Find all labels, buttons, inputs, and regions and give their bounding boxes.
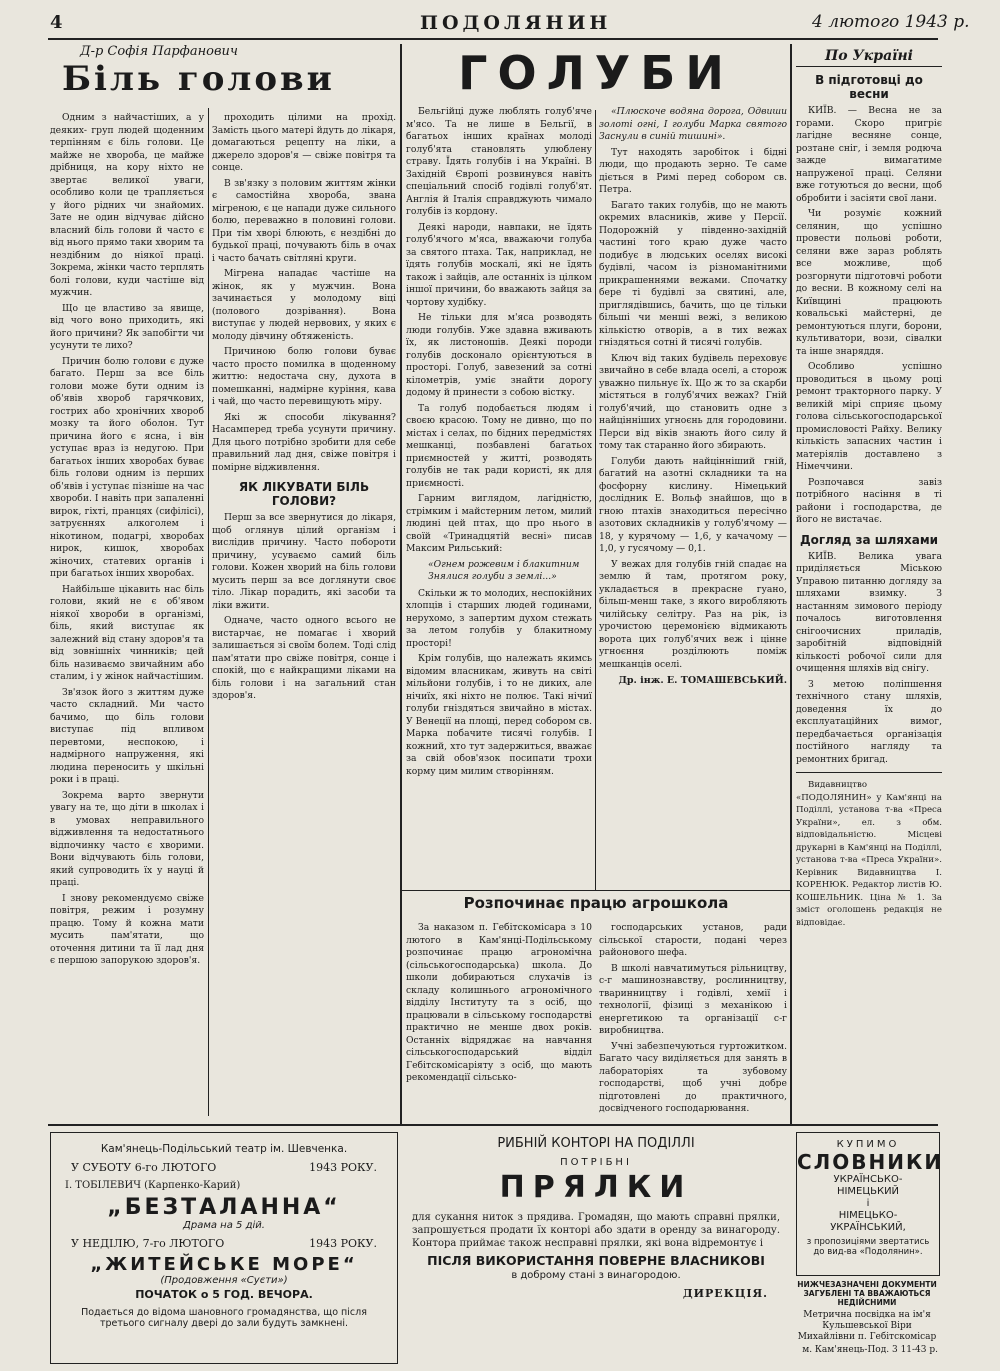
article-pigeons-col2 — [599, 106, 787, 888]
paragraph: Зокрема варто звернути увагу на те, що діти в школах і в умовах неправильного відживлення та недостатнього відпочинку часто є хворими. Вони відчувають біль голови, який супроводить їх у науці й праці. — [50, 789, 204, 888]
paragraph: Причиною болю голови буває часто просто помилка в щоденному життю: недостача сну, духота в помешканні, надмірне куріння, кава і чай, що часто перевищують міру. — [212, 346, 396, 407]
ad-line: УКРАЇНСЬКИЙ, — [830, 1222, 906, 1233]
paragraph: Причин болю голови є дуже багато. Перш за все біль голови може бути одним із об'явів хвороб гарячкових, гострих або хронічних хвороб мозку та його оболон. Тут причина його є ясна, і він уступає враз із недугою. При багатьох інших хворобах буває біль голови одним із перших об'явів і уступає пізніше на час хвороби. І навіть при запаленні вирок, гіхті, пранцях (сифілісі), затруєннях алкоголем і нікотином, подагрі, хворобах нирок, кишок, хворобах жіночих, статевих органів і при багатьох інших хворобах. — [50, 355, 204, 579]
paragraph: Бельгійці дуже люблять голуб'яче м'ясо. Та не лише в Бельгії, в багатьох інших країнах молоді голуб'ята становлять улюблену страву. Їдять голубів і на Україні. В Західній Європі розвинувся навіть спеціальний спосіб годівлі голуб'ят. Англія й Італія справджують чимало голубів із кордону. — [406, 106, 592, 217]
ad-date: У СУБОТУ 6-го ЛЮТОГО — [71, 1161, 217, 1174]
paragraph: проходить цілими на прохід. Замість цього матері йдуть до лікаря, домагаються рецепту на ліки, а джерело здоров'я — свіже повітря та сонце. — [212, 112, 396, 173]
paragraph: Деякі народи, навпаки, не їдять голуб'ячого м'яса, вважаючи голуба за святого птаха. Так, наприклад, не їдять голубів москалі, які не їдять також і зайців, але останніх із цілком іншої причини, бо вважають зайця за чортову худібку. — [406, 221, 592, 308]
paragraph: Розпочався завіз потрібного насіння в ті райони і господарства, де його не вистачає. — [796, 476, 942, 525]
ad-author: І. ТОБІЛЕВИЧ (Карпенко-Карий) — [65, 1180, 241, 1191]
ad-line: з пропозиціями звертатись до вид-ва «Подолянин». — [806, 1237, 930, 1257]
notice-place: м. Кам'янець-Под. 3 11-43 р. — [802, 1345, 938, 1355]
article-agroschool-col2 — [599, 922, 787, 1120]
section-rule — [402, 890, 790, 891]
ad-year: 1943 РОКУ. — [309, 1237, 377, 1250]
ad-year: 1943 РОКУ. — [309, 1161, 377, 1174]
paragraph: У вежах для голубів гній спадає на землю й там, протягом року, укладається в прекрасне гуано, більш-менш таке, з якого виробляють чилійську селітру. Раз на рік, із урочистою церемонією відмикають ворота цих голуб'ячих веж і цінне угноєння розділюють поміж мешканців оселі. — [599, 558, 787, 670]
ad-play-title: „БЕЗТАЛАННА“ — [107, 1195, 341, 1220]
ad-line: Кам'янець-Подільський театр ім. Шевченка. — [100, 1143, 348, 1155]
ad-date-row — [71, 1161, 377, 1174]
ad-line: і — [866, 1198, 870, 1209]
paragraph: КИЇВ. — Весна не за горами. Скоро пригріє лагідне весняне сонце, розтане сніг, і земля родюча зажде вимагатиме напруженої праці. Селяни вже готуються до весни, щоб обробити і засіяти свої лани. — [796, 105, 942, 204]
column-rule — [595, 110, 596, 890]
ad-line: РИБНІЙ КОНТОРІ НА ПОДІЛЛІ — [497, 1136, 695, 1151]
paragraph: Багато таких голубів, що не мають окремих власників, живе у Персії. Подорожній у південно-західній частині того краю дуже часто подибує в людських оселях високі будівлі, часом із різноманітними прикрашеннями вежами. Спочатку бере ті будівлі за святині, але, приглядівшись, бачить, що це тільки більші чи менші вежі, з великою кількістю отворів, а в тих вежах гніздяться сотні й тисячі голубів. — [599, 199, 787, 348]
paragraph: господарських установ, ради сільської старости, подані через районового шефа. — [599, 922, 787, 958]
ad-line: НІМЕЦЬКО- — [838, 1210, 898, 1221]
paragraph: З метою поліпшення технічного стану шляхів, доведення їх до експлуатаційних вимог, передбачається організація постійного нагляду та ремонтних бригад. — [796, 678, 942, 765]
ad-body: для сукання ниток з прядива. Громадян, що мають справні прялки, запрошується продати їх конторі або здати в оренду за винагороду. Контора приймає також несправні прялки, які вона відремонтує і — [412, 1212, 780, 1249]
paragraph: Найбільше цікавить нас біль голови, який не є об'явом ніякої хвороби в організмі, біль, який виступає як залежний від стану здоров'я та від зовнішніх чинників; цей біль називаємо звичайним або сталим, і у жінок найчастішим. — [50, 583, 204, 682]
paragraph: Тут находять заробіток і бідні люди, що продають зерно. Те саме діється в Римі перед собором св. Петра. — [599, 146, 787, 195]
column-rule — [400, 44, 402, 1124]
article-headache-col2 — [212, 112, 396, 1120]
poem-line: «Огнем рожевим і блакитним — [428, 558, 580, 570]
newspaper-title: ПОДОЛЯНИН — [420, 12, 612, 34]
paragraph: Зв'язок його з життям дуже часто складний. Ми часто бачимо, що біль голови виступає під впливом перевтоми, неспокою, і надмірного напруження, які людина переносить у шкільні роки і в праці. — [50, 686, 204, 785]
ad-line: ПОТРІБНІ — [560, 1157, 632, 1168]
news-headline: Догляд за шляхами — [799, 532, 939, 547]
ad-spinning-wheels — [404, 1132, 788, 1362]
news-headline: В підготовці до весни — [815, 73, 923, 101]
paragraph: Крім голубів, що належать якимсь відомим власникам, живуть на світі мільйони голубів, і то не диких, але нічиїх, які ніхто не полює. Такі нічиї голуби гніздяться звичайно в містах. У Венеції на площі, перед собором св. Марка побачите тисячі голубів. І кожний, хто тут задержиться, вважає за свій обов'язок посипати трохи корму цим милим створінням. — [406, 653, 592, 777]
ad-signature: ДИРЕКЦІЯ. — [682, 1287, 768, 1300]
ad-start-time: ПОЧАТОК о 5 ГОД. ВЕЧОРА. — [135, 1288, 313, 1301]
article-headache-col1 — [50, 112, 204, 1120]
paragraph: Та голуб подобається людям і своєю красою. Тому не дивно, що по містах і селах, по бідних передмістях мешканці, позбавлені багатьох приємностей у житті, розводять голубів не так ради користі, як для приємності. — [406, 402, 592, 489]
article-author: Д-р Софія Парфанович — [80, 44, 239, 59]
section-title: По Україні — [825, 48, 913, 64]
paragraph: Чи розуміє кожний селянин, що успішно провести польові роботи, селяни вже зараз роблять все можливе, щоб розгорнути підготовчі роботи до весни. В кожному селі на Київщині працюють ковальські майстерні, де ремонтуються плуги, борони, культиватори, вози, сівалки та інше знаряддя. — [796, 208, 942, 357]
ad-genre: (Продовження «Суєти») — [160, 1275, 288, 1286]
ad-headline: СЛОВНИКИ — [797, 1150, 944, 1174]
paragraph: Мігрена нападає частіше на жінок, як у мужчин. Вона зачинається у молодому віці (полового дозрівання). Вона виступає у людей нервових, у яких є молоду дівчину обтяженість. — [212, 268, 396, 342]
notice-lost-documents — [796, 1280, 938, 1364]
paragraph: Гарним виглядом, лагідністю, стрімким і майстерним летом, милий людині цей птах, що про нього в своїй «Тринадцятій весні» писав Максим Рильський: — [406, 493, 592, 554]
imprint: Видавництво «ПОДОЛЯНИН» у Кам'янці на Поділлі, установа т-ва «Преса України», ел. з обм. відповідальністю. Місцеві друкарні в Кам'янці на Поділлі, установа т-ва «Преса України». Керівник Видавництва І. КОРЕНЮК. Редактор листів Ю. КОШЕЛЬНИК. Ціна № 1. За зміст оголошень редакція не відповідає. — [796, 780, 942, 928]
page-number: 4 — [50, 12, 63, 33]
ad-strong: ПІСЛЯ ВИКОРИСТАННЯ ПОВЕРНЕ ВЛАСНИКОВІ — [427, 1253, 765, 1268]
column-rule — [790, 44, 792, 1124]
paragraph: Учні забезпечуються гуртожитком. Багато часу виділяється для занять в лабораторіях та зубовому господарстві, щоб учні добре підготовлені до практичного, досвідченого господарювання. — [599, 1040, 787, 1114]
ad-tail: в доброму стані з винагородою. — [511, 1270, 681, 1281]
paragraph: Що це властиво за явище, від чого воно приходить, які його причини? Як запобігти чи усунути те лихо? — [50, 302, 204, 351]
article-agroschool-col1 — [406, 922, 592, 1120]
ad-play-title: „ЖИТЕЙСЬКЕ МОРЕ“ — [90, 1254, 358, 1275]
poem — [428, 559, 592, 584]
ad-headline: ПРЯЛКИ — [499, 1170, 693, 1205]
paragraph: Скільки ж то молодих, неспокійних хлопців і старших людей годинами, нерухомо, з запертим духом стежать за летом голубів у блакитному просторі! — [406, 587, 592, 649]
article-pigeons-col1 — [406, 106, 592, 888]
paragraph: «Плюскоче водяна дорога, Одвиши золоті огні, І голуби Марка святого Заснули в синій тишині». — [599, 106, 787, 142]
paragraph: За наказом п. Гебітскомісара з 10 лютого в Кам'янці-Подільському розпочинає працю агрономічна (сільськогосподарська) школа. До школи добираються слухачів із складу колишнього агрономічного відділу Інституту та з осіб, що працювали в сільському господарстві практично не менше двох років. Останніх відряджає на навчання сільськогосподарський відділ Гебітскомісаріяту з осіб, що мають рекомендації сільсько- — [406, 922, 592, 1083]
ad-note: Подається до відома шановного громадянства, що після третього сигналу двері до зали будуть замкнені. — [81, 1307, 367, 1329]
paragraph: Особливо успішно проводиться в цьому році ремонт тракторного парку. У великій мірі сприяє цьому голова сільськогосподарської промисловості Райху. Велику кількість запасних частин і матеріялів доставлено з Німеччини. — [796, 361, 942, 472]
paragraph: Перш за все звернутися до лікаря, щоб оглянув цілий організм і вислідив причину. Часто побороти причину, усуваємо самий біль голови. Кожен хворий на біль голови мусить перш за все доглянути своє тіло. Лікар порадить, які засоби та ліки вжити. — [212, 512, 396, 611]
paragraph: Які ж способи лікування? Насамперед треба усунути причину. Для цього потрібно зробити для себе правильний лад дня, свіже повітря і помірне відживлення. — [212, 411, 396, 473]
article-pigeons-heading — [404, 44, 788, 104]
paragraph: Одначе, часто одного всього не вистарчає, не помагає і хворий залишається зі своїм болем. Тоді слід пам'ятати про свіже повітря, сонце і спокій, що є найкращими ліками на біль голови і на загальний стан здоров'я. — [212, 615, 396, 701]
issue-date: 4 лютого 1943 р. — [812, 12, 970, 32]
paragraph: Не тільки для м'яса розводять люди голубів. Уже здавна вживають їх, як листоношів. Деякі породи голубів досконало орієнтуються в просторі. Голуб, завезений за сотні кілометрів, уміє знайти дорогу додому й принести з собою вістку. — [406, 312, 592, 398]
ad-line: УКРАЇНСЬКО- — [833, 1174, 903, 1185]
ad-dictionaries — [796, 1132, 944, 1276]
ad-date-row — [71, 1237, 377, 1250]
article-title: Розпочинає працю агрошкола — [463, 894, 729, 912]
ad-theatre — [50, 1132, 398, 1364]
divider — [796, 772, 942, 773]
article-title: ГОЛУБИ — [458, 46, 734, 100]
paragraph: Ключ від таких будівель переховує звичайно в себе влада оселі, а сторож уважно пильнує їх. Що ж то за скарби містяться в голуб'ячих вежах? Гній голуб'ячий, що становить одне з найцінніших угноєнь для городовини. Перси від віків знають його силу й тому так старанно його збирають. — [599, 352, 787, 451]
news-ukraine-column — [796, 44, 942, 1120]
divider — [796, 66, 942, 67]
ad-line: КУПИМО — [836, 1139, 900, 1150]
notice-heading: НИЖЧЕЗАЗНАЧЕНІ ДОКУМЕНТИ ЗАГУБЛЕНІ ТА ВВАЖАЮТЬСЯ НЕДІЙСНИМИ — [797, 1280, 937, 1307]
column-rule — [208, 108, 209, 1116]
paragraph: В школі навчатимуться рільництву, с-г машинознавству, рослинництву, тваринництву і годівлі, хемії і технології, фізиці з механікою і енергетикою та організації с-г виробництва. — [599, 962, 787, 1036]
ads-rule — [48, 1124, 938, 1126]
article-agroschool-heading — [404, 894, 788, 924]
article-headache-heading — [50, 44, 400, 110]
ad-genre: Драма на 5 дій. — [183, 1220, 265, 1231]
subheading: ЯК ЛІКУВАТИ БІЛЬ ГОЛОВИ? — [238, 480, 370, 508]
notice-body: Метрична посвідка на ім'я Кульшевської Віри Михайлівни п. Гебітскомісар — [797, 1310, 937, 1342]
paragraph: Голуби дають найцінніший гній, багатий на азотні складники та на фосфорну кислину. Німецький дослідник Е. Вольф знайшов, що в гною птахів знаходиться пересічно азотових складників у голуб'ячому — 18, у курячому — 1,6, у качачому — 1,0, у гусячому — 0,1. — [599, 455, 787, 554]
paragraph: Одним з найчастіших, а у деяких- груп людей щоденним терпінням є біль голови. Це майже не хвороба, це майже дрібниця, на кору ніхто не звертає великої уваги, особливо коли це трапляється у його рідних чи знайомих. Зате не один відчуває дійсно власний біль голови й часто є від нього прямо таки хворим та нездібним до ніякої праці. Зокрема, жінки часто терплять болі голови, куди частіше від мужчин. — [50, 112, 204, 298]
paragraph: В зв'язку з половим життям жінки є самостійна хвороба, звана мігреною, є це напади дуже сильного болю, переважно в половині голови. При тім хворі блюють, є нездібні до будької праці, почувають біль в очах і часто бачать світляні круги. — [212, 177, 396, 264]
poem-line: Знялися голуби з землі...» — [428, 571, 557, 582]
ad-line: НІМЕЦЬКИЙ — [836, 1186, 900, 1197]
article-title: Біль голови — [62, 59, 335, 99]
paragraph: КИЇВ. Велика увага приділяється Міською Управою питанню догляду за шляхами взимку. З настанням зимового періоду почалось виготовлення снігоочисних приладів, заробітній відповідній кількості робочої сили для очищення шляхів від снігу. — [796, 550, 942, 674]
article-signature: Др. інж. Е. ТОМАШЕВСЬКИЙ. — [618, 675, 787, 686]
paragraph: І знову рекомендуємо свіже повітря, режим і розумну працю. Тому й кожна мати мусить пам'ятати, що оточення дитини та її лад дня є першою запорукою здоров'я. — [50, 892, 204, 966]
header-rule — [48, 38, 938, 40]
ad-date: У НЕДІЛЮ, 7-го ЛЮТОГО — [71, 1237, 225, 1250]
